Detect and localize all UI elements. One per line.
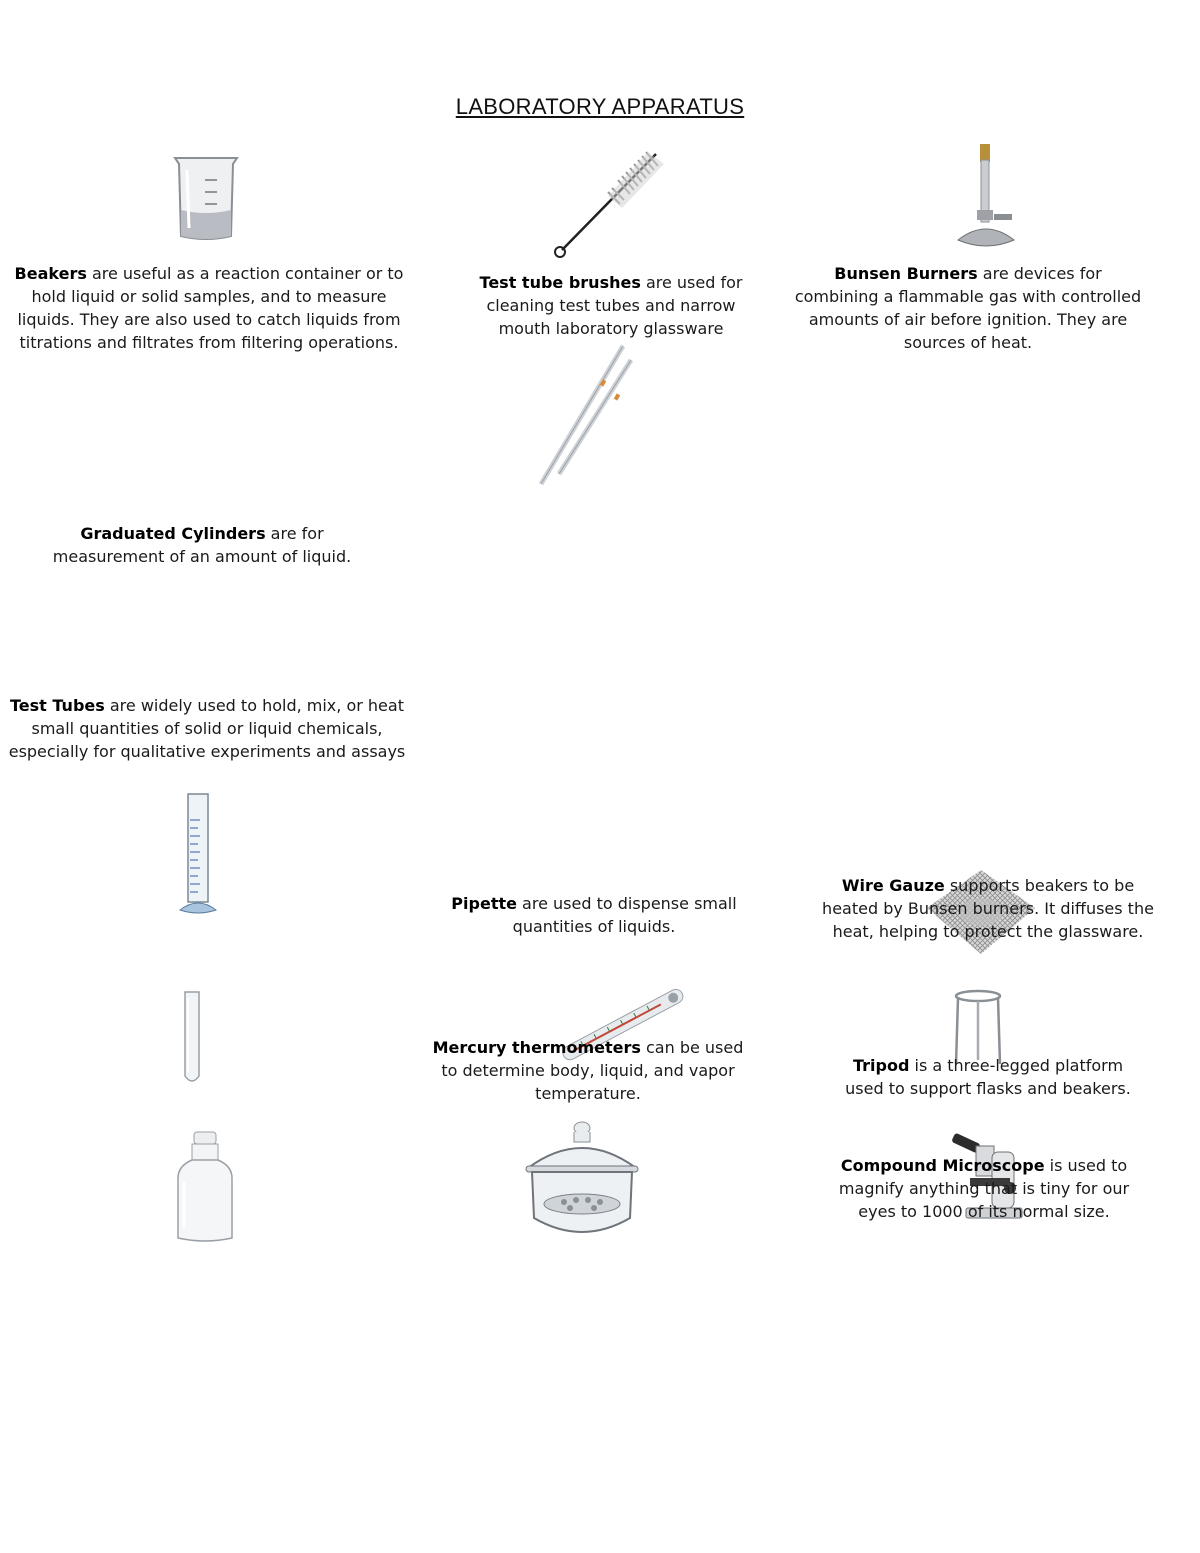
test-tube-image bbox=[176, 988, 208, 1088]
test-tube-brushes-text: are used for cleaning test tubes and narrow mouth laboratory glassware bbox=[486, 273, 743, 338]
wire-gauze-description bbox=[816, 874, 1160, 943]
tripod-label: Tripod bbox=[852, 1056, 910, 1075]
bunsen-burners-label: Bunsen Burners bbox=[834, 264, 978, 283]
compound-microscope-description bbox=[828, 1154, 1140, 1223]
page-title: LABORATORY APPARATUS bbox=[455, 94, 745, 119]
pipette-label: Pipette bbox=[451, 894, 517, 913]
test-tube-brushes-description bbox=[470, 271, 752, 340]
pipette-text: are used to dispense small quantities of liquids. bbox=[512, 894, 737, 936]
beakers-description bbox=[14, 262, 404, 354]
mercury-thermometers-description bbox=[424, 1036, 752, 1105]
test-tube-brushes-label: Test tube brushes bbox=[479, 273, 641, 292]
pipette-description bbox=[444, 892, 744, 938]
mercury-thermometers-text: can be used to determine body, liquid, and vapor temperature. bbox=[441, 1038, 744, 1103]
test-tubes-text: are widely used to hold, mix, or heat small quantities of solid or liquid chemicals, especially for qualitative experiments and assays bbox=[8, 696, 406, 761]
bunsen-burner-image bbox=[950, 142, 1022, 252]
reagent-bottle-image bbox=[170, 1128, 240, 1246]
bunsen-burners-description bbox=[792, 262, 1144, 354]
beakers-label: Beakers bbox=[14, 264, 87, 283]
compound-microscope-text: is used to magnify anything that is tiny for our eyes to 1000 of its normal size. bbox=[838, 1156, 1130, 1221]
graduated-cylinders-text: are for measurement of an amount of liquid. bbox=[52, 524, 352, 566]
wire-gauze-label: Wire Gauze bbox=[841, 876, 945, 895]
test-tubes-description bbox=[4, 694, 410, 763]
beakers-text: are useful as a reaction container or to hold liquid or solid samples, and to measure liquids. They are also used to catch liquids from titrations and filtrates from filtering operations. bbox=[17, 264, 404, 352]
graduated-cylinders-label: Graduated Cylinders bbox=[80, 524, 266, 543]
desiccator-image bbox=[520, 1118, 644, 1246]
graduated-cylinder-image bbox=[176, 790, 220, 916]
wire-gauze-text: supports beakers to be heated by Bunsen burners. It diffuses the heat, helping to protect the glassware. bbox=[822, 876, 1154, 941]
graduated-cylinders-description bbox=[44, 522, 360, 568]
tripod-text: is a three-legged platform used to support flasks and beakers. bbox=[845, 1056, 1131, 1098]
pipette-image bbox=[535, 342, 635, 488]
beaker-image bbox=[165, 150, 247, 246]
compound-microscope-label: Compound Microscope bbox=[840, 1156, 1045, 1175]
tripod-description bbox=[838, 1054, 1138, 1100]
test-tube-brush-image bbox=[548, 144, 674, 262]
mercury-thermometers-label: Mercury thermometers bbox=[432, 1038, 641, 1057]
test-tubes-label: Test Tubes bbox=[10, 696, 105, 715]
bunsen-burners-text: are devices for combining a flammable gas with controlled amounts of air before ignition. They are sources of heat. bbox=[794, 264, 1142, 352]
